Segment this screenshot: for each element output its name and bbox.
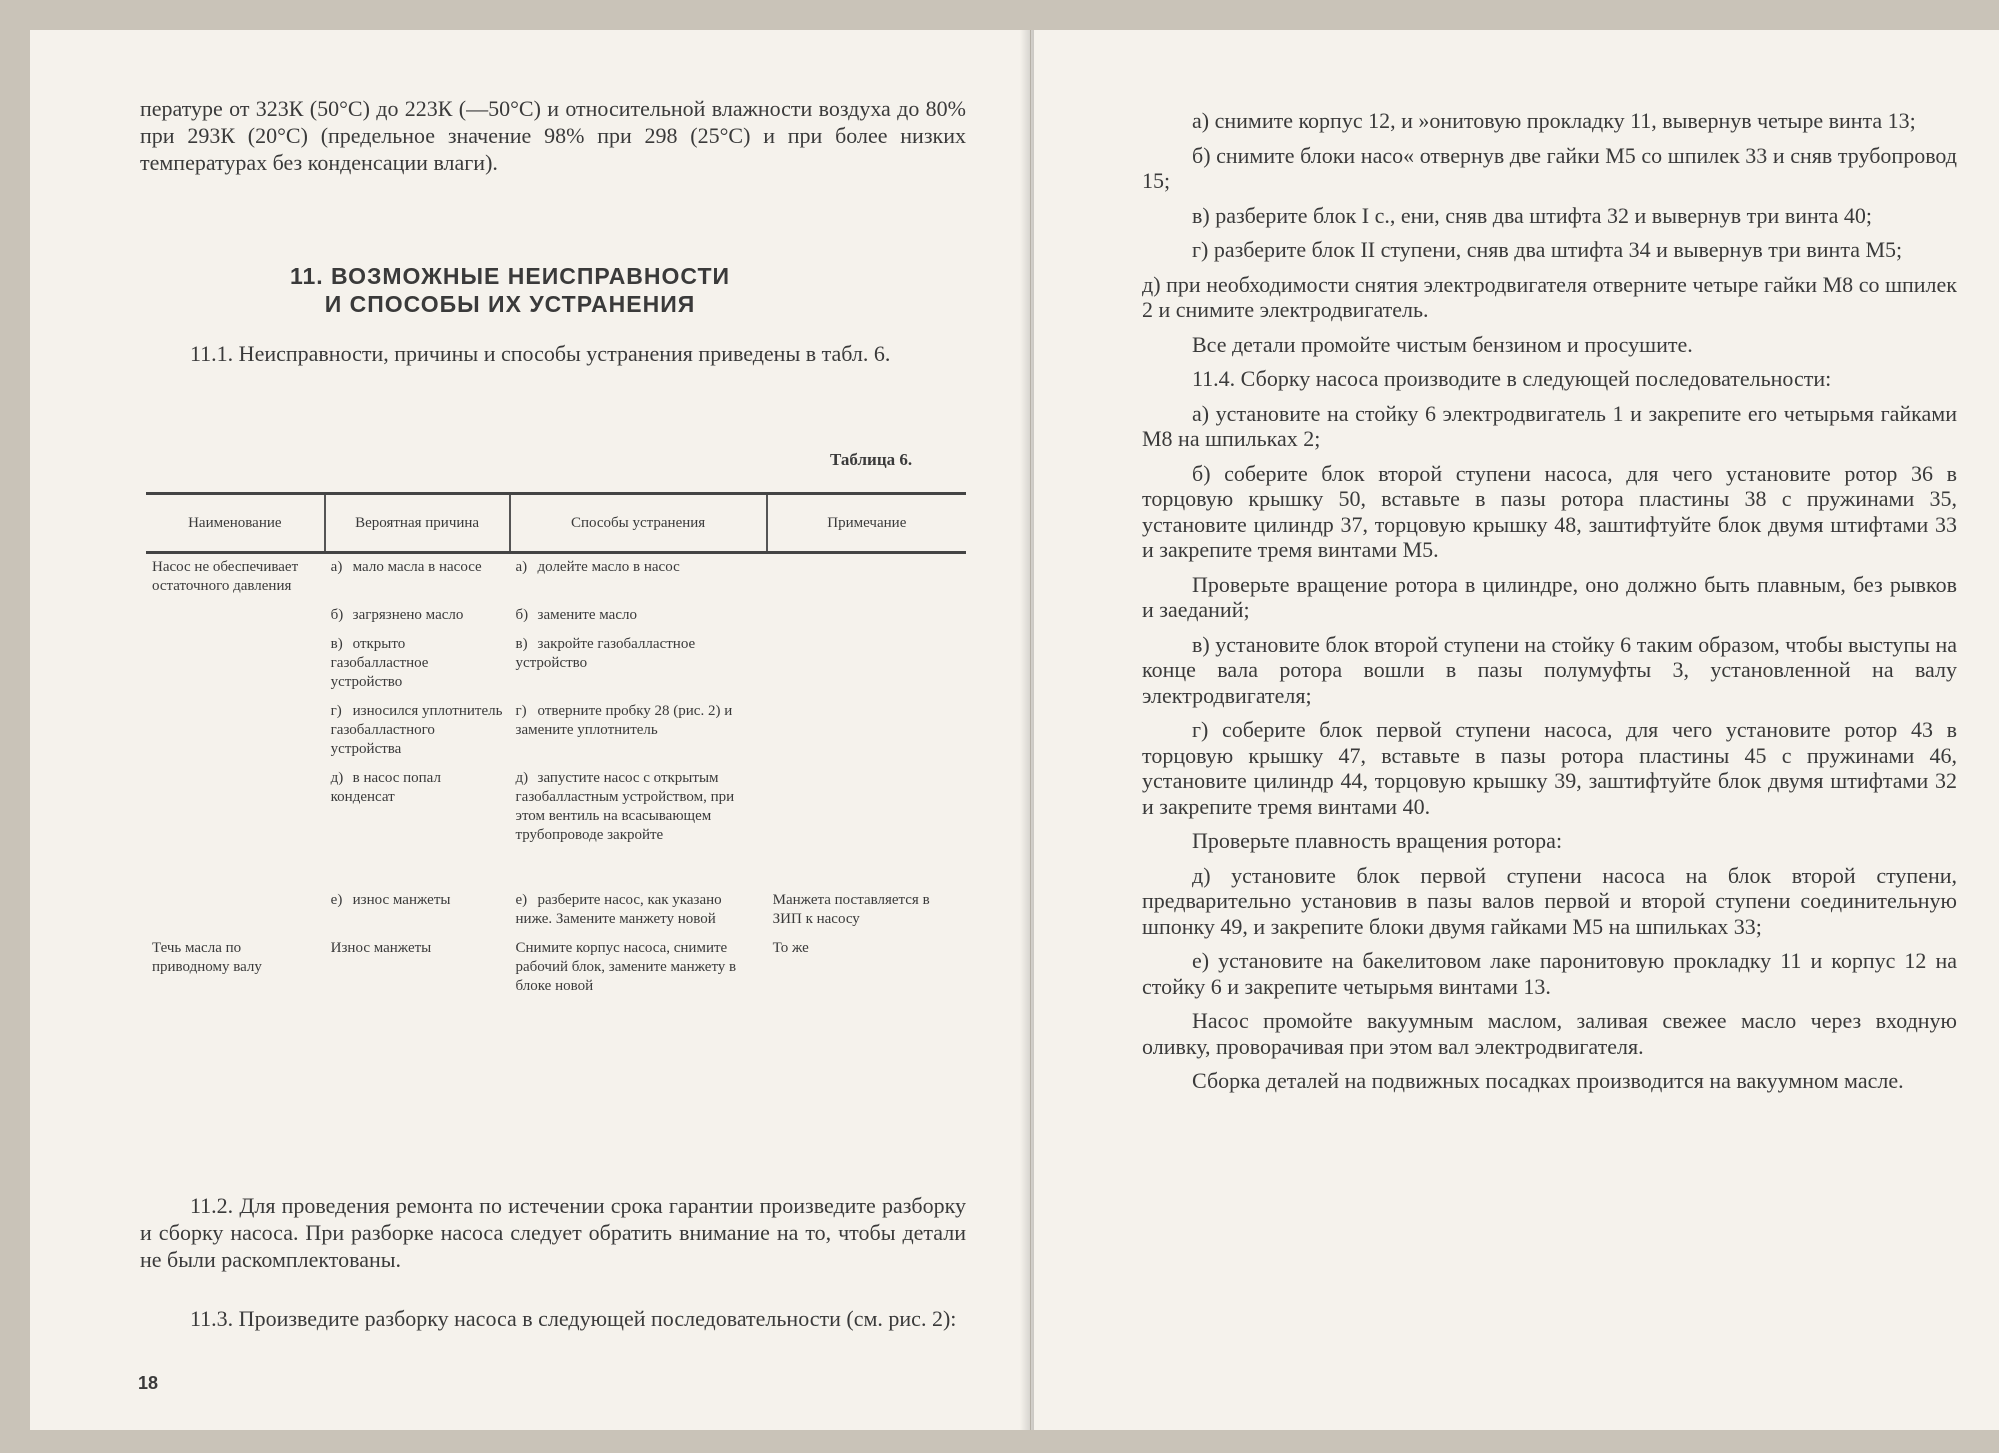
item-letter: б) xyxy=(330,607,344,623)
right-paragraph: Проверьте вращение ротора в цилиндре, оно должно быть плавным, без рывков и заеданий; xyxy=(1142,571,1957,622)
cell-remedy xyxy=(510,935,767,1002)
paragraph-11-2-text: 11.2. Для проведения ремонта по истечении срока гарантии произведите разборку и сборку насоса. При разборке насоса следует обратить внимание на то, чтобы детали не были раскомплектованы. xyxy=(140,1193,966,1272)
heading-line-2: И СПОСОБЫ ИХ УСТРАНЕНИЯ xyxy=(324,291,696,317)
cell-cause-text: загрязнено масло xyxy=(352,607,464,623)
cell-cause-text: износ манжеты xyxy=(352,892,451,908)
fault-table-body xyxy=(146,553,966,1003)
item-letter: е) xyxy=(515,892,528,908)
right-paragraph: Проверьте плавность вращения ротора: xyxy=(1192,828,1563,853)
cell-cause-text: открыто газобалластное устройство xyxy=(330,636,429,690)
table-row xyxy=(146,851,966,935)
cell-note xyxy=(767,602,966,631)
right-paragraph: Насос промойте вакуумным маслом, заливая свежее масло через входную оливку, проворачивая при этом вал электродвигателя. xyxy=(1142,1008,1957,1059)
table-caption: Таблица 6. xyxy=(830,450,913,469)
intro-paragraph xyxy=(140,95,966,176)
item-letter: д) xyxy=(330,770,344,786)
item-letter: в) xyxy=(330,636,343,652)
cell-remedy xyxy=(510,698,767,765)
cell-remedy-text: разберите насос, как указано ниже. Замените манжету новой xyxy=(515,892,722,927)
cell-cause-text: Износ манжеты xyxy=(330,940,432,956)
col-header-cause: Вероятная причина xyxy=(325,494,510,553)
right-paragraph: Все детали промойте чистым бензином и просушите. xyxy=(1192,331,1693,357)
cell-note xyxy=(767,935,966,1002)
right-page-text xyxy=(1142,108,1957,1094)
cell-remedy-text: закройте газобалластное устройство xyxy=(515,636,696,671)
cell-note xyxy=(767,631,966,698)
item-letter: д) xyxy=(515,770,529,786)
cell-name xyxy=(146,765,325,851)
cell-remedy-text: долейте масло в насос xyxy=(537,559,680,575)
right-paragraph: а) установите на стойку 6 электродвигатель 1 и закрепите его четырьмя гайками М8 на шпильках 2; xyxy=(1142,400,1957,451)
cell-remedy-text: замените масло xyxy=(537,607,637,623)
page-number: 18 xyxy=(138,1373,159,1393)
paragraph-11-2 xyxy=(140,1192,966,1273)
cell-remedy xyxy=(510,602,767,631)
paragraph-11-3-text: 11.3. Произведите разборку насоса в следующей последовательности (см. рис. 2): xyxy=(190,1306,957,1331)
item-letter: в) xyxy=(515,636,528,652)
cell-note xyxy=(767,553,966,603)
paragraph-11-3 xyxy=(140,1305,966,1332)
cell-name-text: Течь масла по приводному валу xyxy=(152,940,262,975)
cell-cause xyxy=(325,851,510,935)
right-paragraph: в) установите блок второй ступени на стойку 6 таким образом, чтобы выступы на конце вала ротора вошли в пазы полумуфты 3, установленной на валу электродвигателя; xyxy=(1142,631,1957,708)
cell-cause xyxy=(325,765,510,851)
cell-name xyxy=(146,851,325,935)
col-header-remedy: Способы устранения xyxy=(510,494,767,553)
col-header-name: Наименование xyxy=(146,494,325,553)
right-paragraph: в) разберите блок I с., ени, сняв два штифта 32 и вывернув три винта 40; xyxy=(1192,202,1873,228)
table-row xyxy=(146,765,966,851)
cell-name xyxy=(146,935,325,1002)
paragraph-11-1 xyxy=(140,340,966,367)
cell-remedy-text: запустите насос с открытым газобалластным устройством, при этом вентиль на всасывающем трубопроводе закройте xyxy=(515,770,735,843)
cell-cause xyxy=(325,698,510,765)
cell-name xyxy=(146,698,325,765)
cell-name xyxy=(146,553,325,603)
book-spread xyxy=(30,30,1999,1430)
table-row xyxy=(146,631,966,698)
right-paragraph: д) установите блок первой ступени насоса на блок второй ступени, предварительно установив в пазы валов первой и второй ступени соединительную шпонку 49, и закрепите блоки двумя гайками М5 на шпильках 33; xyxy=(1142,862,1957,939)
table-row xyxy=(146,553,966,603)
cell-note xyxy=(767,765,966,851)
right-paragraph: Сборка деталей на подвижных посадках производится на вакуумном масле. xyxy=(1192,1068,1904,1093)
table-row xyxy=(146,935,966,1002)
section-heading xyxy=(190,262,830,318)
item-letter: г) xyxy=(515,703,527,719)
table-row xyxy=(146,602,966,631)
cell-remedy-text: Снимите корпус насоса, снимите рабочий блок, замените манжету в блоке новой xyxy=(515,940,737,994)
right-paragraph: б) соберите блок второй ступени насоса, для чего установите ротор 36 в торцовую крышку 50, вставьте в пазы ротора пластины 38 с пружинами 35, установите цилиндр 37, торцовую крышку 48, заштифтуйте блок двумя штифтами 33 и закрепите тремя винтами М5. xyxy=(1142,460,1957,562)
cell-remedy-text: отверните пробку 28 (рис. 2) и замените уплотнитель xyxy=(515,703,733,738)
item-letter: б) xyxy=(515,607,529,623)
left-page xyxy=(30,30,1031,1430)
cell-name-text: Насос не обеспечивает остаточного давления xyxy=(152,559,299,594)
cell-cause xyxy=(325,935,510,1002)
cell-note xyxy=(767,698,966,765)
item-letter: а) xyxy=(330,559,343,575)
cell-name xyxy=(146,602,325,631)
paragraph-11-1-text: 11.1. Неисправности, причины и способы устранения приведены в табл. 6. xyxy=(190,341,891,366)
cell-cause xyxy=(325,602,510,631)
cell-cause xyxy=(325,553,510,603)
cell-remedy xyxy=(510,553,767,603)
item-letter: а) xyxy=(515,559,528,575)
table-row xyxy=(146,698,966,765)
item-letter: г) xyxy=(330,703,342,719)
cell-cause xyxy=(325,631,510,698)
right-paragraph: г) соберите блок первой ступени насоса, для чего установите ротор 43 в торцовую крышку 47, вставьте в пазы ротора пластины 45 с пружинами 46, установите цилиндр 44, торцовую крышку 39, заштифтуйте блок двумя штифтами 32 и закрепите тремя винтами 40. xyxy=(1142,717,1957,819)
item-letter: е) xyxy=(330,892,343,908)
cell-name xyxy=(146,631,325,698)
cell-cause-text: в насос попал конденсат xyxy=(330,770,441,805)
cell-note-text: То же xyxy=(772,940,809,956)
col-header-note: Примечание xyxy=(767,494,966,553)
right-paragraph: 11.4. Сборку насоса производите в следующей последовательности: xyxy=(1192,366,1832,391)
right-paragraph: е) установите на бакелитовом лаке паронитовую прокладку 11 и корпус 12 на стойку 6 и закрепите четырьмя винтами 13. xyxy=(1142,948,1957,999)
fault-table xyxy=(146,492,966,1002)
right-paragraph: а) снимите корпус 12, и »онитовую прокладку 11, вывернув четыре винта 13; xyxy=(1192,108,1916,133)
heading-line-1: 11. ВОЗМОЖНЫЕ НЕИСПРАВНОСТИ xyxy=(289,263,731,289)
intro-text: пературе от 323К (50°С) до 223К (—50°С) и относительной влажности воздуха до 80% при 293К (20°С) (предельное значение 98% при 298 (25°С) и при более низких температурах без конденсации влаги). xyxy=(140,96,966,175)
cell-note xyxy=(767,851,966,935)
cell-cause-text: износился уплотнитель газобалластного устройства xyxy=(330,703,503,757)
right-page xyxy=(1034,30,1999,1430)
right-paragraph: г) разберите блок II ступени, сняв два штифта 34 и вывернув три винта М5; xyxy=(1192,237,1903,262)
cell-remedy xyxy=(510,631,767,698)
right-paragraph: б) снимите блоки насо« отвернув две гайки М5 со шпилек 33 и сняв трубопровод 15; xyxy=(1142,142,1957,193)
cell-cause-text: мало масла в насосе xyxy=(352,559,482,575)
cell-note-text: Манжета поставляется в ЗИП к насосу xyxy=(772,892,930,927)
cell-remedy xyxy=(510,851,767,935)
cell-remedy xyxy=(510,765,767,851)
right-paragraph: д) при необходимости снятия электродвигателя отверните четыре гайки М8 со шпилек 2 и снимите электродвигатель. xyxy=(1142,271,1957,322)
